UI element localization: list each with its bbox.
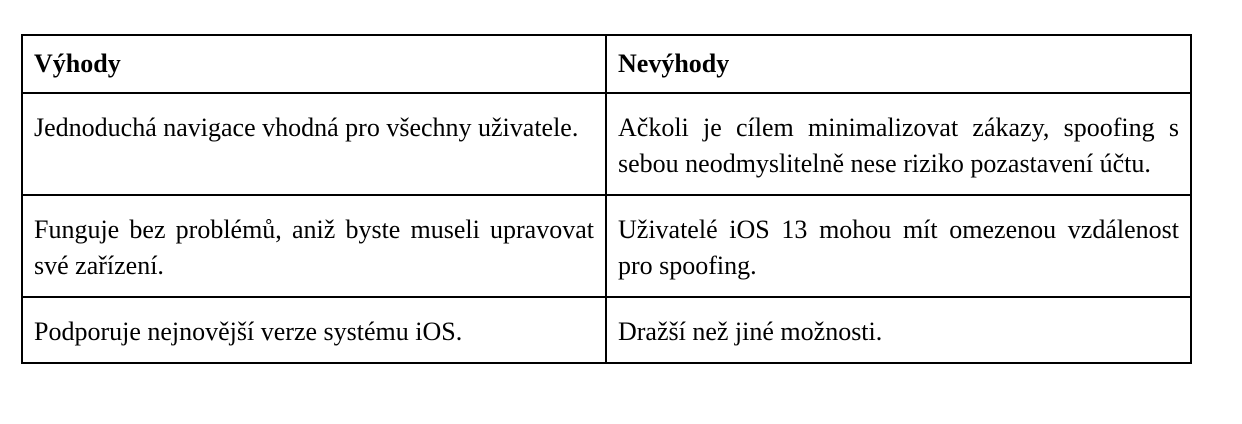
con-cell: Dražší než jiné možnosti. [606,297,1191,363]
table-header-row [22,35,1191,93]
header-pros: Výhody [22,35,606,93]
pro-cell: Funguje bez problémů, aniž byste museli upravovat své zařízení. [22,195,606,297]
con-cell: Uživatelé iOS 13 mohou mít omezenou vzdálenost pro spoofing. [606,195,1191,297]
table-row [22,93,1191,195]
pros-cons-table [21,34,1192,364]
pro-cell: Jednoduchá navigace vhodná pro všechny uživatele. [22,93,606,195]
pro-cell: Podporuje nejnovější verze systému iOS. [22,297,606,363]
table-row [22,297,1191,363]
table-row [22,195,1191,297]
header-cons: Nevýhody [606,35,1191,93]
con-cell: Ačkoli je cílem minimalizovat zákazy, spoofing s sebou neodmyslitelně nese riziko pozastavení účtu. [606,93,1191,195]
